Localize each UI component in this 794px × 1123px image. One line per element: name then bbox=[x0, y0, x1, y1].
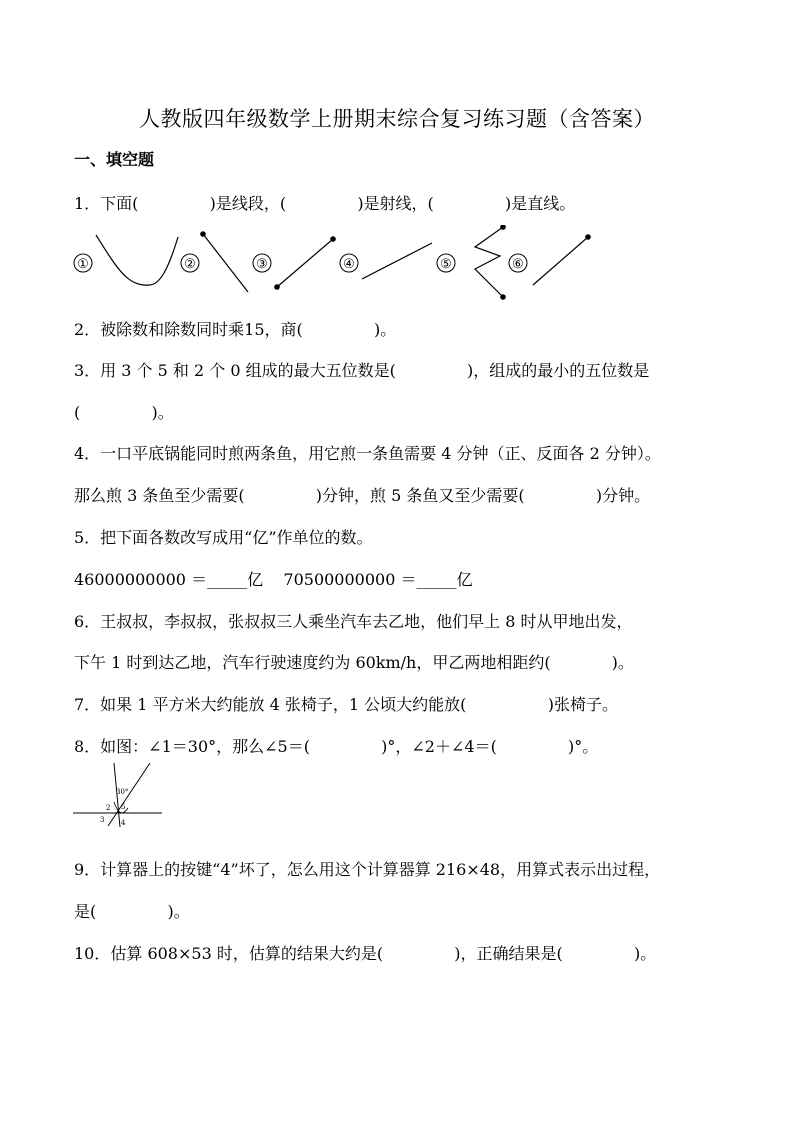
question-3-line-1: 3．用 3 个 5 和 2 个 0 组成的最大五位数是( )，组成的最小的五位数是 bbox=[74, 361, 650, 380]
endpoint-5b bbox=[500, 294, 506, 300]
question-7: 7．如果 1 平方米大约能放 4 张椅子，1 公顷大约能放( )张椅子。 bbox=[74, 695, 619, 714]
line-4 bbox=[362, 243, 432, 279]
fig-label-1: ① bbox=[77, 257, 89, 272]
fig-label-2: ② bbox=[184, 257, 196, 272]
line-2 bbox=[203, 234, 248, 292]
angle-label-30: 30° bbox=[116, 788, 129, 796]
lines-figure bbox=[0, 225, 794, 305]
angle-label-4: 4 bbox=[121, 819, 126, 827]
question-4-line-1: 4．一口平底锅能同时煎两条鱼，用它煎一条鱼需要 4 分钟（正、反面各 2 分钟）。 bbox=[74, 444, 661, 463]
angle-label-3: 3 bbox=[100, 816, 105, 824]
fig-label-4: ④ bbox=[343, 257, 355, 272]
line-3 bbox=[277, 239, 333, 287]
question-6-line-1: 6．王叔叔，李叔叔，张叔叔三人乘坐汽车去乙地，他们早上 8 时从甲地出发， bbox=[74, 612, 633, 631]
line-6 bbox=[533, 237, 588, 285]
question-1: 1．下面( )是线段，( )是射线，( )是直线。 bbox=[74, 194, 576, 213]
fig-label-3: ③ bbox=[256, 257, 268, 272]
question-6-line-2: 下午 1 时到达乙地，汽车行驶速度约为 60km/h，甲乙两地相距约( )。 bbox=[74, 653, 634, 672]
question-8: 8．如图：∠1＝30°，那么∠5＝( )°，∠2＋∠4＝( )°。 bbox=[74, 737, 599, 756]
endpoint-2 bbox=[200, 231, 206, 237]
zigzag-5 bbox=[475, 227, 503, 297]
question-10: 10．估算 608×53 时，估算的结果大约是( )，正确结果是( )。 bbox=[74, 944, 657, 963]
slanted-line bbox=[108, 763, 150, 826]
question-3-line-2: ( )。 bbox=[74, 403, 174, 422]
angle-figure bbox=[70, 762, 170, 828]
angle-label-5: 5 bbox=[121, 803, 126, 811]
fig-label-6: ⑥ bbox=[512, 257, 524, 272]
question-5: 5．把下面各数改写成用“亿”作单位的数。 bbox=[74, 528, 373, 547]
question-2: 2．被除数和除数同时乘15，商( )。 bbox=[74, 320, 397, 339]
question-9-line-1: 9．计算器上的按键“4”坏了，怎么用这个计算器算 216×48，用算式表示出过程， bbox=[74, 860, 661, 879]
question-9-line-2: 是( )。 bbox=[74, 902, 190, 921]
curve-1 bbox=[96, 235, 178, 285]
section-heading: 一、填空题 bbox=[74, 150, 155, 169]
endpoint-3a bbox=[274, 284, 280, 290]
question-5-numbers: 46000000000 ＝_____亿 70500000000 ＝_____亿 bbox=[74, 570, 473, 589]
fig-label-5: ⑤ bbox=[440, 257, 452, 272]
question-4-line-2: 那么煎 3 条鱼至少需要( )分钟，煎 5 条鱼又至少需要( )分钟。 bbox=[74, 486, 651, 505]
endpoint-3b bbox=[330, 236, 336, 242]
page-title: 人教版四年级数学上册期末综合复习练习题（含答案） bbox=[139, 107, 655, 131]
endpoint-6 bbox=[585, 234, 591, 240]
angle-label-2: 2 bbox=[106, 804, 111, 812]
